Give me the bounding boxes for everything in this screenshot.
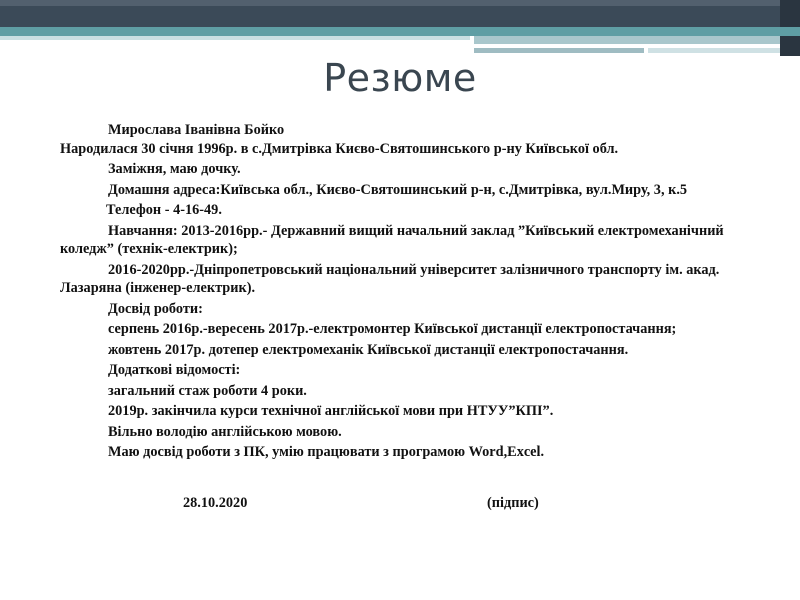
resume-signature: (підпис) bbox=[487, 495, 539, 511]
header-band-top-line bbox=[0, 0, 780, 6]
resume-name: Мирослава Іванівна Бойко bbox=[108, 122, 285, 138]
header-band-teal bbox=[0, 27, 800, 36]
resume-body bbox=[60, 121, 770, 462]
resume-experience-heading: Досвід роботи: bbox=[108, 300, 203, 317]
resume-experience-1: серпень 2016р.-вересень 2017р.-електромонтер Київської дистанції електропостачання; bbox=[108, 321, 677, 337]
header-stripe-2 bbox=[474, 36, 780, 44]
header-stripe-3 bbox=[474, 48, 644, 53]
resume-experience-2: жовтень 2017р. дотепер електромеханік Київської дистанції електропостачання. bbox=[108, 341, 629, 358]
resume-extra-4: Маю досвід роботи з ПК, умію працювати з програмою Word,Excel. bbox=[108, 444, 545, 460]
resume-extra-heading: Додаткові відомості: bbox=[108, 362, 241, 378]
signature-row bbox=[0, 495, 800, 515]
header-stripe-4 bbox=[648, 48, 780, 53]
resume-married: Заміжня, маю дочку. bbox=[108, 161, 241, 177]
slide-title: Резюме bbox=[323, 56, 477, 100]
resume-born: Народилася 30 січня 1996р. в с.Дмитрівка Києво-Святошинського р-ну Київської обл. bbox=[60, 140, 619, 157]
resume-education-2: 2016-2020рр.-Дніпропетровський національний університет залізничного транспорту ім. акад. Лазаряна (інженер-електрик). bbox=[60, 261, 720, 296]
resume-date: 28.10.2020 bbox=[183, 495, 248, 511]
resume-education-1: Навчання: 2013-2016рр.- Державний вищий начальний заклад ”Київський електромеханічний коледж” (технік-електрик); bbox=[60, 222, 724, 257]
resume-extra-3: Вільно володію англійською мовою. bbox=[108, 423, 342, 440]
header-stripe-1 bbox=[0, 36, 470, 40]
resume-address: Домашня адреса:Київська обл., Києво-Святошинський р-н, с.Дмитрівка, вул.Миру, 3, к.5 bbox=[108, 181, 688, 198]
resume-extra-2: 2019р. закінчила курси технічної англійської мови при НТУУ”КПІ”. bbox=[108, 403, 554, 419]
resume-extra-1: загальний стаж роботи 4 роки. bbox=[108, 382, 307, 399]
resume-phone: Телефон - 4-16-49. bbox=[106, 202, 222, 218]
